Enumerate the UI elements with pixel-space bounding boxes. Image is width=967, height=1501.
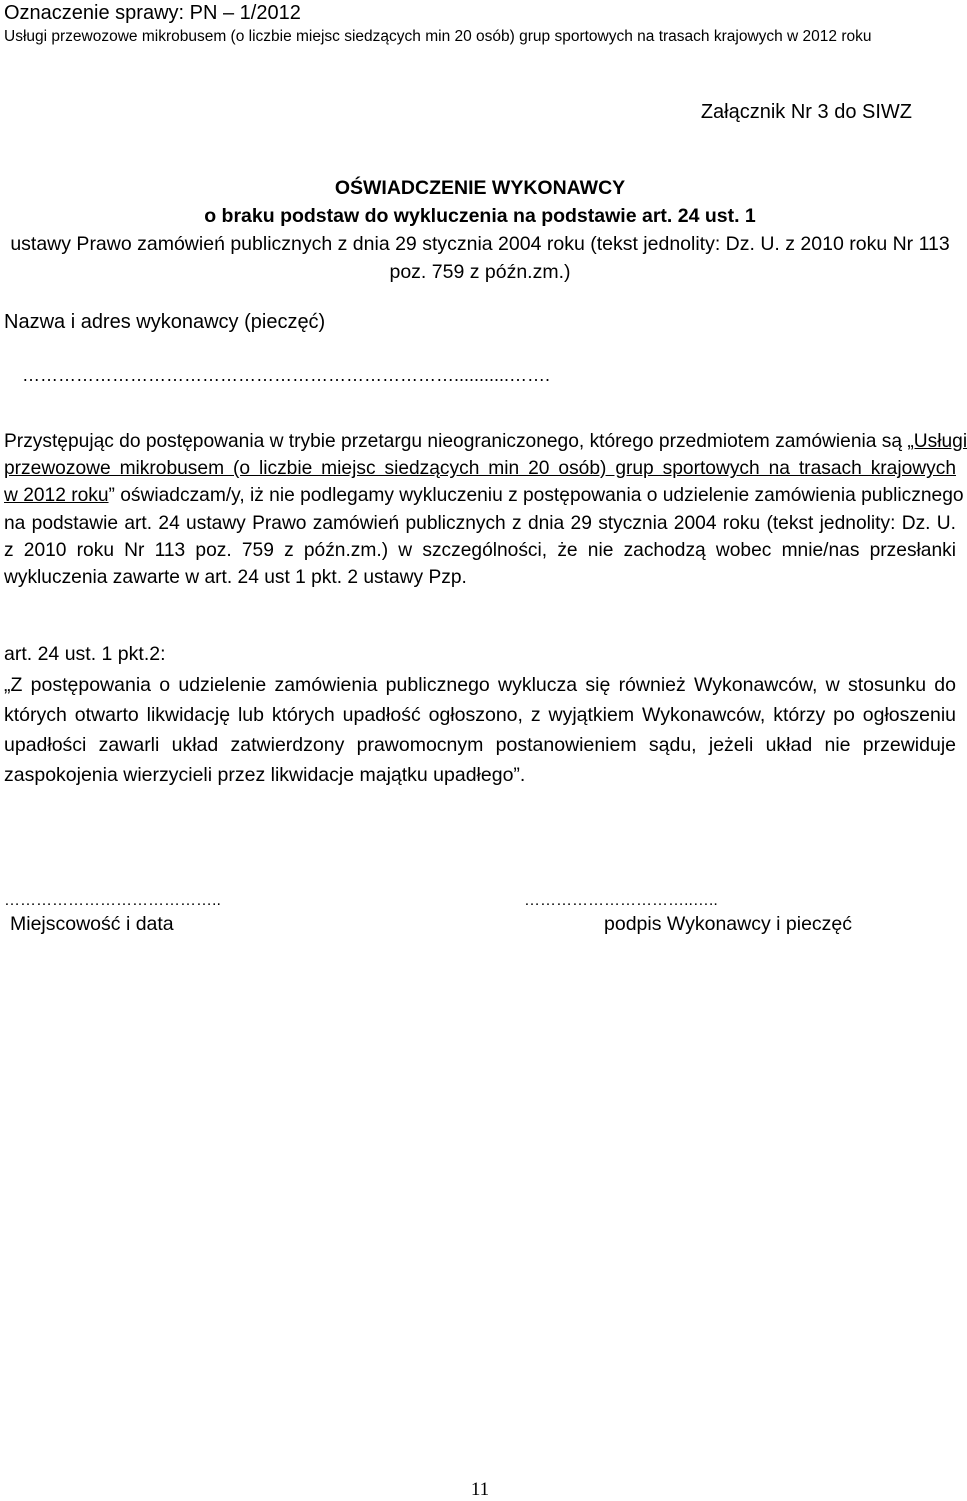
article-reference: art. 24 ust. 1 pkt.2: xyxy=(4,643,166,665)
case-number: Oznaczenie sprawy: PN – 1/2012 xyxy=(4,2,301,24)
service-name-middle: przewozowe mikrobusem (o liczbie miejsc siedzących min 20 osób) grup sportowych na trasach krajowych xyxy=(4,458,956,480)
contractor-fill-line: ………………………………………………………………...........……. xyxy=(22,365,551,385)
paragraph-line xyxy=(4,482,964,509)
paragraph-text: Przystępując do postępowania w trybie przetargu nieograniczonego, którego przedmiotem zamówienia są xyxy=(4,431,908,452)
document-title: OŚWIADCZENIE WYKONAWCY xyxy=(334,177,626,199)
annex-label: Załącznik Nr 3 do SIWZ xyxy=(700,101,912,123)
paragraph-line: wykluczenia zawarte w art. 24 ust 1 pkt. 2 ustawy Pzp. xyxy=(4,567,467,589)
quote-line: upadłości zawarli układ zatwierdzony prawomocnym postanowieniem sądu, jeżeli układ nie przewiduje xyxy=(4,734,956,756)
legal-basis-line-2: poz. 759 z późn.zm.) xyxy=(389,261,571,283)
document-subtitle: o braku podstaw do wykluczenia na podstawie art. 24 ust. 1 xyxy=(204,205,756,227)
paragraph-text: ” oświadczam/y, iż nie podlegamy wykluczeniu z postępowania o udzielenie zamówienia publicznego xyxy=(108,485,964,507)
quote-line: zaspokojenia wierzycieli przez likwidacje majątku upadłego”. xyxy=(4,764,526,786)
contractor-label: Nazwa i adres wykonawcy (pieczęć) xyxy=(4,311,326,333)
paragraph-line: na podstawie art. 24 ustawy Prawo zamówień publicznych z dnia 29 stycznia 2004 roku (tekst jednolity: Dz. U. xyxy=(4,512,956,534)
quote-line: których otwarto likwidację lub których upadłość ogłoszono, z wyjątkiem Wykonawców, którzy po ogłoszeniu xyxy=(4,704,956,726)
signature-fill-line: …………………………..….. xyxy=(524,892,718,909)
place-date-label: Miejscowość i data xyxy=(10,913,174,935)
article-quote xyxy=(4,670,956,790)
legal-basis-line: ustawy Prawo zamówień publicznych z dnia 29 stycznia 2004 roku (tekst jednolity: Dz. U. z 2010 roku Nr 113 xyxy=(10,233,950,255)
case-description: Usługi przewozowe mikrobusem (o liczbie miejsc siedzących min 20 osób) grup sportowych na trasach krajowych w 2012 roku xyxy=(4,28,872,45)
signature-label: podpis Wykonawcy i pieczęć xyxy=(604,913,853,935)
declaration-paragraph xyxy=(4,428,967,591)
service-name-end: w 2012 roku xyxy=(4,485,109,507)
page-number: 11 xyxy=(470,1479,490,1500)
paragraph-line xyxy=(4,428,967,455)
service-name-start: „Usługi xyxy=(907,431,967,452)
quote-line: „Z postępowania o udzielenie zamówienia publicznego wyklucza się również Wykonawców, w stosunku do xyxy=(4,674,956,696)
paragraph-line: z 2010 roku Nr 113 poz. 759 z późn.zm.) w szczególności, że nie zachodzą wobec mnie/nas przesłanki xyxy=(4,539,956,561)
place-date-fill-line: ………………………………….. xyxy=(4,892,221,909)
paragraph-line xyxy=(4,455,956,482)
